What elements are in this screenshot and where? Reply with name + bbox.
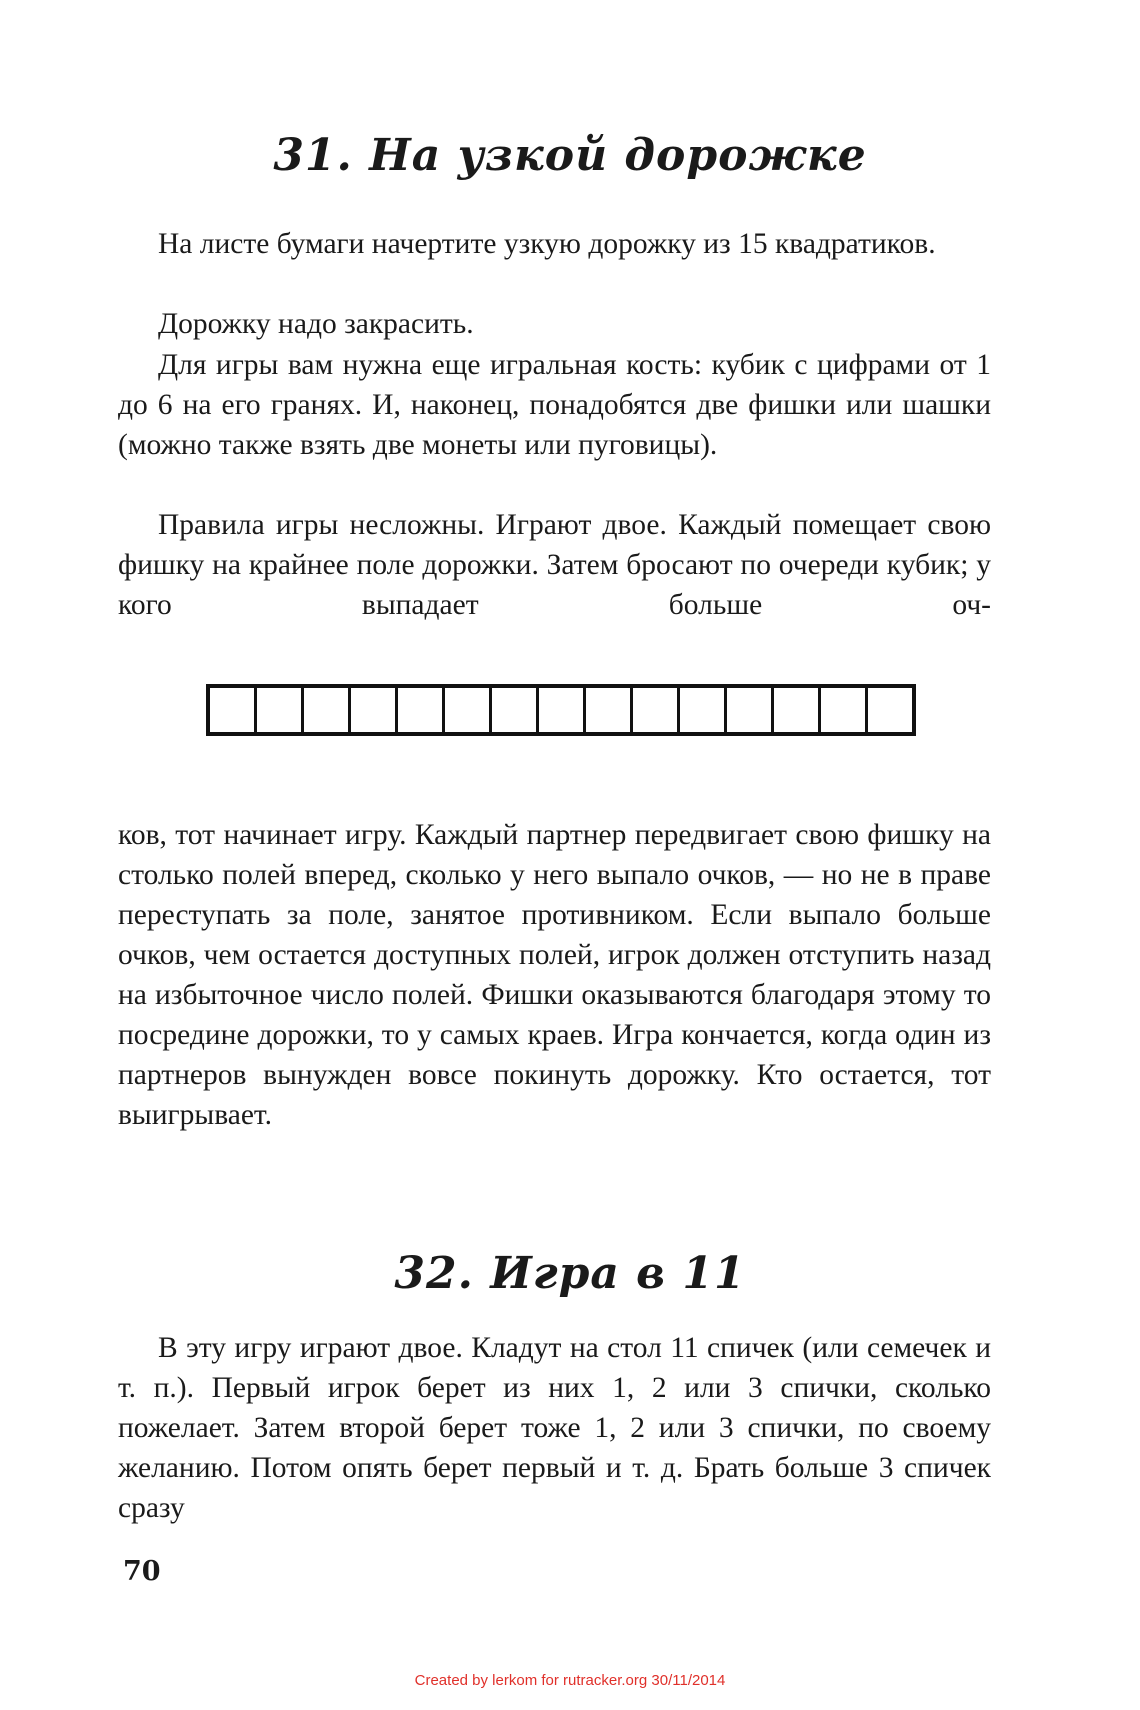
section-31-paragraph-2: Дорожку надо закрасить.	[158, 308, 474, 340]
track-cell	[492, 688, 539, 732]
track-cell	[680, 688, 727, 732]
section-31-paragraph-1: На листе бумаги начертите узкую дорожку из 15 квадратиков.	[158, 228, 936, 260]
track-cell	[398, 688, 445, 732]
section-31-paragraph-5: ков, тот начинает игру. Каждый партнер передвигает свою фишку на столько полей вперед, сколько у него выпало очков, — но не в праве переступать за поле, занятое противником. Если выпало больше очков, чем остается доступных полей, игрок должен отступить назад на избыточное число полей. Фишки оказываются благодаря этому то посредине дорожки, то у самых краев. Игра кончается, когда один из партнеров вынужден вовсе покинуть дорожку. Кто остается, тот выигрывает.	[118, 819, 991, 1131]
track-cell	[210, 688, 257, 732]
narrow-track-diagram	[206, 684, 916, 736]
section-31-title: 31. На узкой дорожке	[273, 130, 867, 181]
section-31-paragraph-4: Правила игры несложны. Играют двое. Каждый помещает свою фишку на крайнее поле дорожки. Затем бросают по очереди кубик; у кого выпадает больше оч-	[118, 509, 991, 621]
section-32-paragraph-1: В эту игру играют двое. Кладут на стол 11 спичек (или семечек и т. п.). Первый игрок берет из них 1, 2 или 3 спички, сколько пожелает. Затем второй берет тоже 1, 2 или 3 спички, по своему желанию. Потом опять берет первый и т. д. Брать больше 3 спичек сразу	[118, 1332, 991, 1524]
track-cell	[304, 688, 351, 732]
track-cell	[445, 688, 492, 732]
track-cell	[586, 688, 633, 732]
section-31-paragraph-3: Для игры вам нужна еще игральная кость: кубик с цифрами от 1 до 6 на его гранях. И, наконец, понадобятся две фишки или шашки (можно также взять две монеты или пуговицы).	[118, 349, 991, 461]
track-cell	[539, 688, 586, 732]
track-cell	[774, 688, 821, 732]
track-cell	[868, 688, 912, 732]
track-cell	[351, 688, 398, 732]
page-number: 70	[123, 1556, 161, 1587]
track-cell	[633, 688, 680, 732]
track-cell	[727, 688, 774, 732]
track-cell	[821, 688, 868, 732]
watermark-text: Created by lerkom for rutracker.org 30/11/2014	[414, 1672, 726, 1689]
section-32-title: 32. Игра в 11	[394, 1248, 746, 1299]
track-cell	[257, 688, 304, 732]
